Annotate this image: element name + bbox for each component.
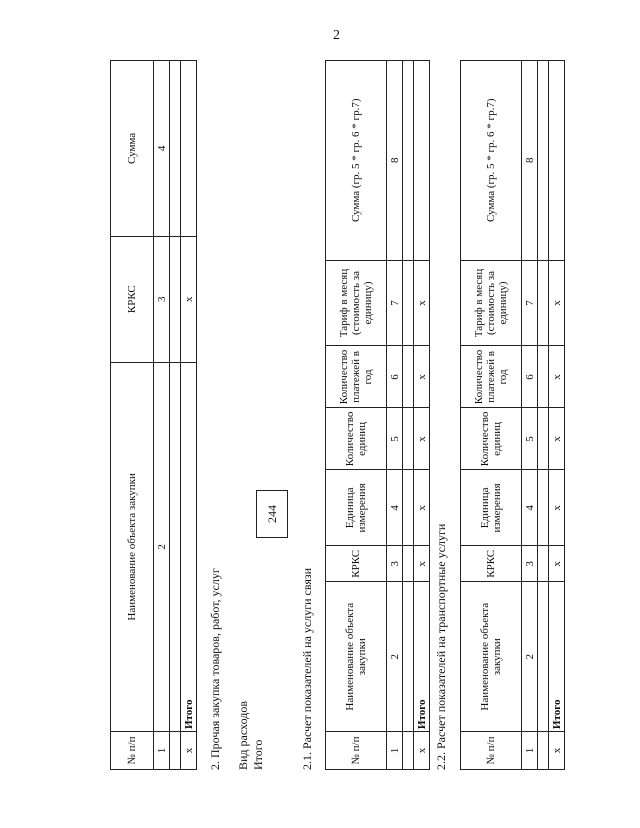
total-label-section2: Итого: [251, 739, 265, 770]
total-x: х: [414, 732, 430, 770]
header-quantity: Количество единиц: [461, 408, 522, 470]
col-number: 2: [522, 582, 538, 732]
col-number: 3: [154, 236, 170, 362]
table-row: [170, 61, 181, 770]
table-total-row: [549, 61, 565, 770]
section-2-2-title: 2.2. Расчет показателей на транспортные услуги: [434, 523, 448, 770]
total-cell: х: [549, 408, 565, 470]
table-numbers-row: [387, 61, 403, 770]
col-number: 7: [522, 260, 538, 346]
total-cell: х: [549, 346, 565, 408]
col-number: 3: [522, 546, 538, 582]
rotated-content: [110, 60, 563, 770]
col-number: 4: [522, 470, 538, 546]
header-num: № п/п: [326, 732, 387, 770]
header-num: № п/п: [461, 732, 522, 770]
col-number: 8: [387, 61, 403, 261]
transport-services-table: [460, 60, 565, 770]
table-header-row: [461, 61, 522, 770]
col-number: 6: [522, 346, 538, 408]
header-sum: Сумма (гр. 5 * гр. 6 * гр.7): [326, 61, 387, 261]
col-number: 6: [387, 346, 403, 408]
total-cell: х: [549, 546, 565, 582]
header-sum: Сумма: [111, 61, 154, 237]
expense-type-label: Вид расходов: [236, 701, 250, 770]
page-number: 2: [333, 28, 340, 43]
table-total-row: [414, 61, 430, 770]
col-number: 5: [387, 408, 403, 470]
total-krks: х: [181, 236, 197, 362]
col-number: 2: [154, 362, 170, 731]
table-header-row: [111, 61, 154, 770]
col-number: 4: [154, 61, 170, 237]
header-quantity: Количество единиц: [326, 408, 387, 470]
header-sum: Сумма (гр. 5 * гр. 6 * гр.7): [461, 61, 522, 261]
table-numbers-row: [522, 61, 538, 770]
table-numbers-row: [154, 61, 170, 770]
header-tariff: Тариф в месяц (стоимость за единицу): [461, 260, 522, 346]
header-krks: КРКС: [326, 546, 387, 582]
col-number: 1: [522, 732, 538, 770]
header-payments: Количество платежей в год: [326, 346, 387, 408]
total-label: Итого: [549, 582, 565, 732]
total-cell: х: [414, 346, 430, 408]
total-cell: х: [414, 546, 430, 582]
col-number: 4: [387, 470, 403, 546]
col-number: 1: [154, 732, 170, 770]
table-header-row: [326, 61, 387, 770]
header-payments: Количество платежей в год: [461, 346, 522, 408]
total-label: Итого: [181, 362, 197, 731]
total-cell: х: [549, 260, 565, 346]
table-row: [538, 61, 549, 770]
header-krks: КРКС: [111, 236, 154, 362]
col-number: 1: [387, 732, 403, 770]
total-x: х: [549, 732, 565, 770]
header-unit: Единица измерения: [326, 470, 387, 546]
total-label: Итого: [414, 582, 430, 732]
total-x: х: [181, 732, 197, 770]
col-number: 7: [387, 260, 403, 346]
expense-type-code: 244: [256, 490, 288, 538]
section-2-1-title: 2.1. Расчет показателей на услуги связи: [300, 567, 314, 770]
col-number: 2: [387, 582, 403, 732]
communication-services-table: [325, 60, 430, 770]
total-cell: х: [414, 470, 430, 546]
col-number: 5: [522, 408, 538, 470]
header-unit: Единица измерения: [461, 470, 522, 546]
total-cell: х: [414, 260, 430, 346]
section-2-title: 2. Прочая закупка товаров, работ, услуг: [208, 568, 222, 770]
procurement-table: [110, 60, 197, 770]
header-object: Наименование объекта закупки: [326, 582, 387, 732]
header-object: Наименование объекта закупки: [111, 362, 154, 731]
header-tariff: Тариф в месяц (стоимость за единицу): [326, 260, 387, 346]
header-krks: КРКС: [461, 546, 522, 582]
table-total-row: [181, 61, 197, 770]
table-row: [403, 61, 414, 770]
col-number: 3: [387, 546, 403, 582]
total-cell: х: [549, 470, 565, 546]
total-cell: х: [414, 408, 430, 470]
header-object: Наименование объекта закупки: [461, 582, 522, 732]
header-num: № п/п: [111, 732, 154, 770]
col-number: 8: [522, 61, 538, 261]
